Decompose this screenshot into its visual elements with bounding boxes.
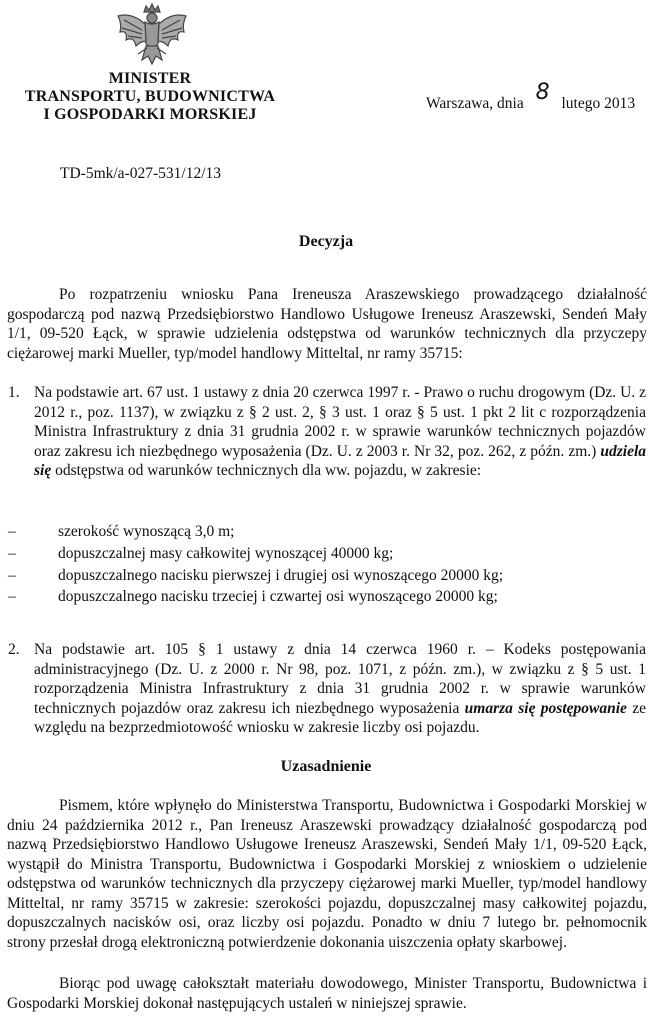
item1-text-after: odstępstwa od warunków technicznych dla ww. pojazdu, w zakresie:: [55, 462, 482, 479]
dash-marker: –: [8, 588, 16, 606]
list-item: [8, 543, 628, 565]
list-item: [8, 565, 628, 587]
dash-marker: –: [8, 544, 16, 562]
scope-item-text: dopuszczalnego nacisku pierwszej i drugiej osi wynoszącego 20000 kg;: [58, 566, 504, 584]
eagle-emblem-icon: [112, 2, 192, 68]
scope-item-text: dopuszczalnego nacisku trzeciej i czwartej osi wynoszącego 20000 kg;: [58, 588, 498, 606]
decision-item-2: [8, 640, 646, 738]
justification-paragraph-2: Biorąc pod uwagę całokształt materiału dowodowego, Minister Transportu, Budownictwa i Gospodarki Morskiej dokonał następujących ustaleń w niniejszej sprawie.: [7, 975, 647, 1012]
date-suffix: lutego 2013: [561, 95, 636, 112]
date-day-handwritten: 8: [535, 80, 550, 105]
scope-item-text: dopuszczalnej masy całkowitej wynoszącej 40000 kg;: [58, 544, 394, 562]
document-date: [426, 80, 636, 114]
item1-emphasis: udziela się: [34, 442, 647, 479]
authority-name-line3: I GOSPODARKI MORSKIEJ: [43, 106, 257, 123]
item2-emphasis: umarza się postępowanie: [464, 699, 627, 717]
decision-item-1: [8, 383, 646, 481]
item2-text-before: Na podstawie art. 105 § 1 ustawy z dnia 14 czerwca 1960 r. – Kodeks postępowania administracyjnego (Dz. U. z 2000 r. Nr 98, poz. 1071, z późn. zm.), w związku z § 5 ust. 1 rozporządzenia Ministra Infrastruktury z dnia 31 grudnia 2002 r. w sprawie warunków technicznych pojazdów oraz zakresu ich niezbędnego wyposażenia: [34, 641, 646, 717]
justification-title: Uzasadnienie: [280, 758, 372, 775]
item2-text-after: ze względu na bezprzedmiotowość wniosku w zakresie liczby osi pojazdu.: [34, 699, 647, 736]
date-prefix: Warszawa, dnia: [426, 95, 524, 112]
scope-list: [8, 521, 628, 608]
item-number: 1.: [8, 384, 20, 401]
scope-item-text: szerokość wynoszącą 3,0 m;: [58, 523, 235, 540]
justification-paragraph-1: Pismem, które wpłynęło do Ministerstwa Transportu, Budownictwa i Gospodarki Morskiej w dniu 24 października 2012 r., Pan Ireneusz Araszewski prowadzący działalność gospodarczą pod nazwą Przedsiębiorstwo Handlowo Usługowe Ireneusz Araszewski, Sendeń Mały 1/1, 09-520 Łąck, wystąpił do Ministra Transportu, Budownictwa i Gospodarki Morskiej z wnioskiem o udzielenie odstępstwa od warunków technicznych dla przyczepy ciężarowej marki Mueller, typ/model handlowy Mitteltal, nr ramy 35715 w zakresie: szerokości pojazdu, dopuszczalnej masy całkowitej pojazdu, dopuszczalnych nacisków osi, oraz liczby osi pojazdu. Ponadto w dniu 7 lutego br. pełnomocnik strony przesłał drogą elektroniczną potwierdzenie dokonania uiszczenia opłaty skarbowej.: [7, 797, 647, 951]
item1-text-before: Na podstawie art. 67 ust. 1 ustawy z dnia 20 czerwca 1997 r. - Prawo o ruchu drogowym (Dz. U. z 2012 r., poz. 1137), w związku z § 2 ust. 2, § 3 ust. 1 oraz § 5 ust. 1 pkt 2 lit c rozporządzenia Ministra Infrastruktury z dnia 31 grudnia 2002 r. w sprawie warunków technicznych pojazdów oraz zakresu ich niezbędnego wyposażenia (Dz. U. z 2003 r. Nr 32, poz. 262, z późn. zm.): [34, 384, 646, 460]
list-item: [8, 521, 628, 543]
item-number: 2.: [8, 641, 20, 658]
authority-name-line2: TRANSPORTU, BUDOWNICTWA: [24, 88, 276, 105]
list-item: [8, 586, 628, 608]
dash-marker: –: [8, 566, 16, 584]
document-title: Decyzja: [298, 233, 354, 250]
authority-name-line1: MINISTER: [108, 70, 192, 87]
reference-number: TD-5mk/a-027-531/12/13: [60, 165, 222, 182]
intro-paragraph: Po rozpatrzeniu wniosku Pana Ireneusza Araszewskiego prowadzącego działalność gospodarczą pod nazwą Przedsiębiorstwo Handlowo Usługowe Ireneusz Araszewski, Sendeń Mały 1/1, 09-520 Łąck, w sprawie udzielenia odstępstwa od warunków technicznych dla przyczepy ciężarowej marki Mueller, typ/model handlowy Mitteltal, nr ramy 35715:: [7, 286, 647, 362]
dash-marker: –: [8, 523, 16, 540]
